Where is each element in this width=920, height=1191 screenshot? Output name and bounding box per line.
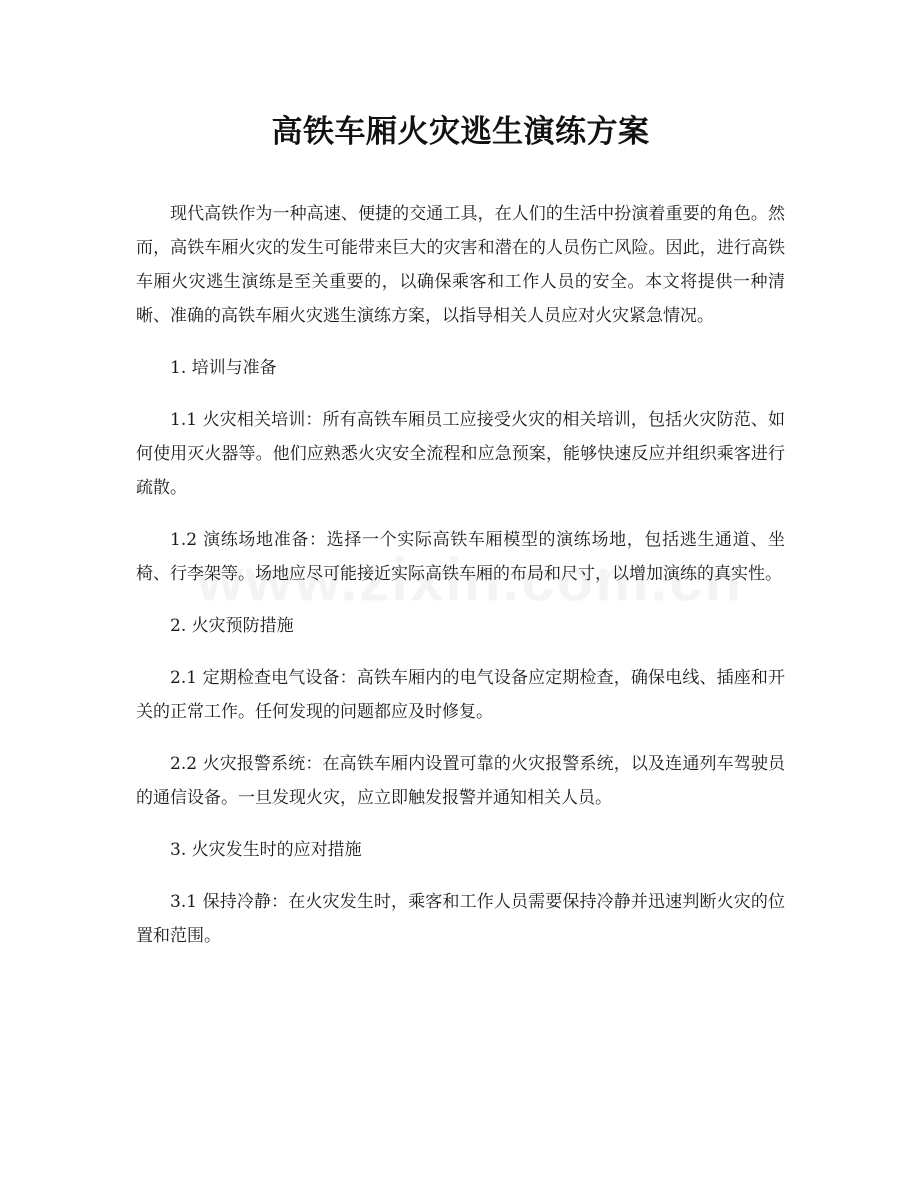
document-title: 高铁车厢火灾逃生演练方案 — [271, 114, 650, 150]
section-heading-2: 2. 火灾预防措施 — [170, 616, 294, 636]
paragraph-1-2: 1.2 演练场地准备：选择一个实际高铁车厢模型的演练场地，包括逃生通道、坐椅、行李架等。场地应尽可能接近实际高铁车厢的布局和尺寸，以增加演练的真实性。 — [136, 530, 785, 584]
section-heading-1: 1. 培训与准备 — [170, 358, 277, 378]
paragraph-2-1: 2.1 定期检查电气设备：高铁车厢内的电气设备应定期检查，确保电线、插座和开关的正常工作。任何发现的问题都应及时修复。 — [136, 668, 785, 722]
paragraph-1-1: 1.1 火灾相关培训：所有高铁车厢员工应接受火灾的相关培训，包括火灾防范、如何使用灭火器等。他们应熟悉火灾安全流程和应急预案，能够快速反应并组织乘客进行疏散。 — [136, 410, 785, 498]
section-heading-3: 3. 火灾发生时的应对措施 — [170, 840, 362, 860]
paragraph-3-1: 3.1 保持冷静：在火灾发生时，乘客和工作人员需要保持冷静并迅速判断火灾的位置和范围。 — [136, 892, 785, 946]
intro-paragraph: 现代高铁作为一种高速、便捷的交通工具，在人们的生活中扮演着重要的角色。然而，高铁车厢火灾的发生可能带来巨大的灾害和潜在的人员伤亡风险。因此，进行高铁车厢火灾逃生演练是至关重要的，以确保乘客和工作人员的安全。本文将提供一种清晰、准确的高铁车厢火灾逃生演练方案，以指导相关人员应对火灾紧急情况。 — [136, 204, 785, 326]
paragraph-2-2: 2.2 火灾报警系统：在高铁车厢内设置可靠的火灾报警系统，以及连通列车驾驶员的通信设备。一旦发现火灾，应立即触发报警并通知相关人员。 — [136, 754, 785, 808]
